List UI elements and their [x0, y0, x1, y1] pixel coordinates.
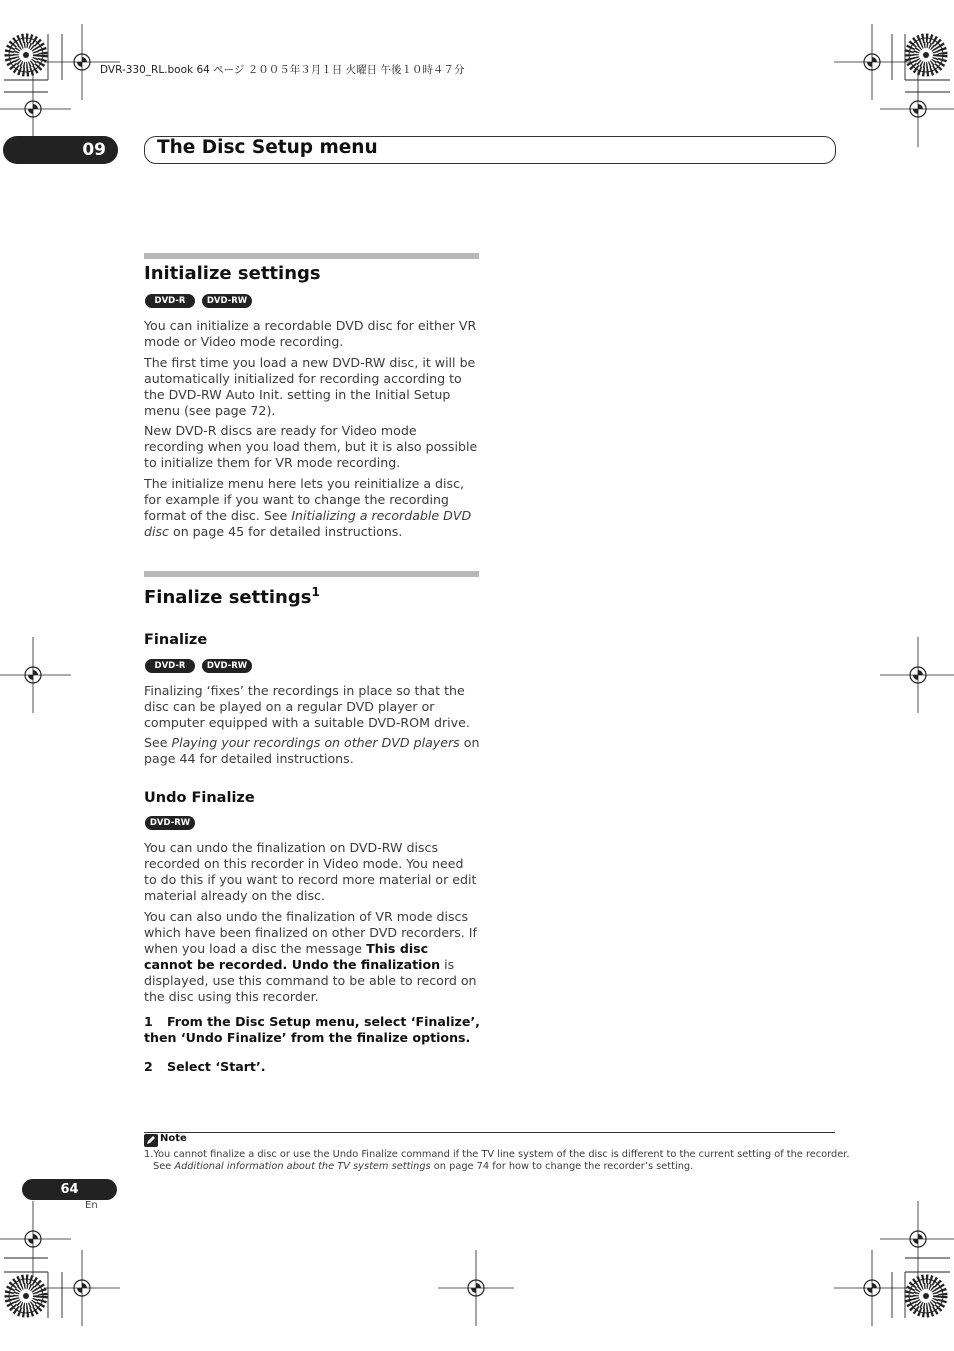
chapter-number: 09	[3, 136, 118, 164]
dvd-rw-badge: DVD-RW	[202, 659, 252, 673]
step-2	[144, 1059, 480, 1075]
text-run: on page 45 for detailed instructions.	[168, 524, 403, 539]
undo-finalize-heading: Undo Finalize	[144, 790, 255, 806]
footnote-marker: 1	[311, 585, 320, 599]
text-run: See	[153, 1161, 175, 1172]
page-language: En	[85, 1200, 98, 1211]
italic-reference: Playing your recordings on other DVD players	[171, 735, 460, 750]
dvd-r-badge: DVD-R	[145, 294, 195, 308]
section-rule	[144, 571, 479, 577]
note-line-1: 1.You cannot finalize a disc or use the Undo Finalize command if the TV line system of the disc is different to the current setting of the recorder.	[144, 1149, 850, 1160]
text-run: The initialize menu here lets you reinitialize a disc, for example if you want to change the recording format of the disc. See	[144, 476, 465, 523]
step-text: From the Disc Setup menu, select ‘Finalize’, then ‘Undo Finalize’ from the finalize options.	[144, 1014, 480, 1045]
italic-reference: Initializing a recordable DVD disc	[144, 508, 472, 539]
dvd-r-badge: DVD-R	[145, 659, 195, 673]
section-rule	[144, 253, 479, 259]
initialize-paragraph-2: The first time you load a new DVD-RW disc, it will be automatically initialized for recording according to the DVD-RW Auto Init. setting in the Initial Setup menu (see page 72).	[144, 355, 476, 418]
note-pencil-icon	[144, 1134, 158, 1147]
message-text: This disc cannot be recorded. Undo the finalization	[144, 941, 441, 972]
initialize-paragraph-4	[144, 476, 480, 540]
text-run: You can also undo the finalization of VR mode discs which have been finalized on other DVD recorders. If when you load a disc the message	[144, 909, 477, 956]
note-line-2	[153, 1161, 693, 1173]
dvd-rw-badge: DVD-RW	[202, 294, 252, 308]
step-1	[144, 1014, 480, 1046]
initialize-settings-heading: Initialize settings	[144, 263, 321, 284]
heading-text: Finalize settings	[144, 587, 312, 608]
undo-finalize-paragraph-2	[144, 909, 480, 1005]
dvd-rw-badge: DVD-RW	[145, 816, 195, 830]
page-number: 64	[22, 1179, 117, 1200]
text-run: on page 74 for how to change the recorder’s setting.	[430, 1161, 694, 1172]
finalize-settings-heading	[144, 585, 320, 608]
italic-reference: Additional information about the TV system settings	[174, 1161, 431, 1172]
finalize-paragraph-1: Finalizing ‘fixes’ the recordings in place so that the disc can be played on a regular DVD player or computer equipped with a suitable DVD-ROM drive.	[144, 683, 470, 730]
finalize-paragraph-2	[144, 735, 480, 767]
step-text: Select ‘Start’.	[167, 1059, 266, 1074]
text-run: on page 44 for detailed instructions.	[144, 735, 480, 766]
print-header: DVR-330_RL.book 64 ページ ２００５年３月１日 火曜日 午後１０時４７分	[100, 64, 465, 76]
note-label: Note	[160, 1133, 187, 1144]
text-run: is displayed, use this command to be able to record on the disc using this recorder.	[144, 957, 477, 1004]
step-number: 1	[144, 1014, 153, 1029]
text-run: See	[144, 735, 172, 750]
initialize-paragraph-1: You can initialize a recordable DVD disc for either VR mode or Video mode recording.	[144, 318, 477, 349]
undo-finalize-paragraph-1: You can undo the finalization on DVD-RW discs recorded on this recorder in Video mode. You need to do this if you want to record more material or edit material already on the disc.	[144, 840, 477, 903]
step-number: 2	[144, 1059, 153, 1074]
finalize-heading: Finalize	[144, 632, 208, 648]
initialize-paragraph-3: New DVD-R discs are ready for Video mode recording when you load them, but it is also possible to initialize them for VR mode recording.	[144, 423, 478, 470]
chapter-title: The Disc Setup menu	[157, 137, 378, 158]
note-divider	[144, 1132, 835, 1133]
